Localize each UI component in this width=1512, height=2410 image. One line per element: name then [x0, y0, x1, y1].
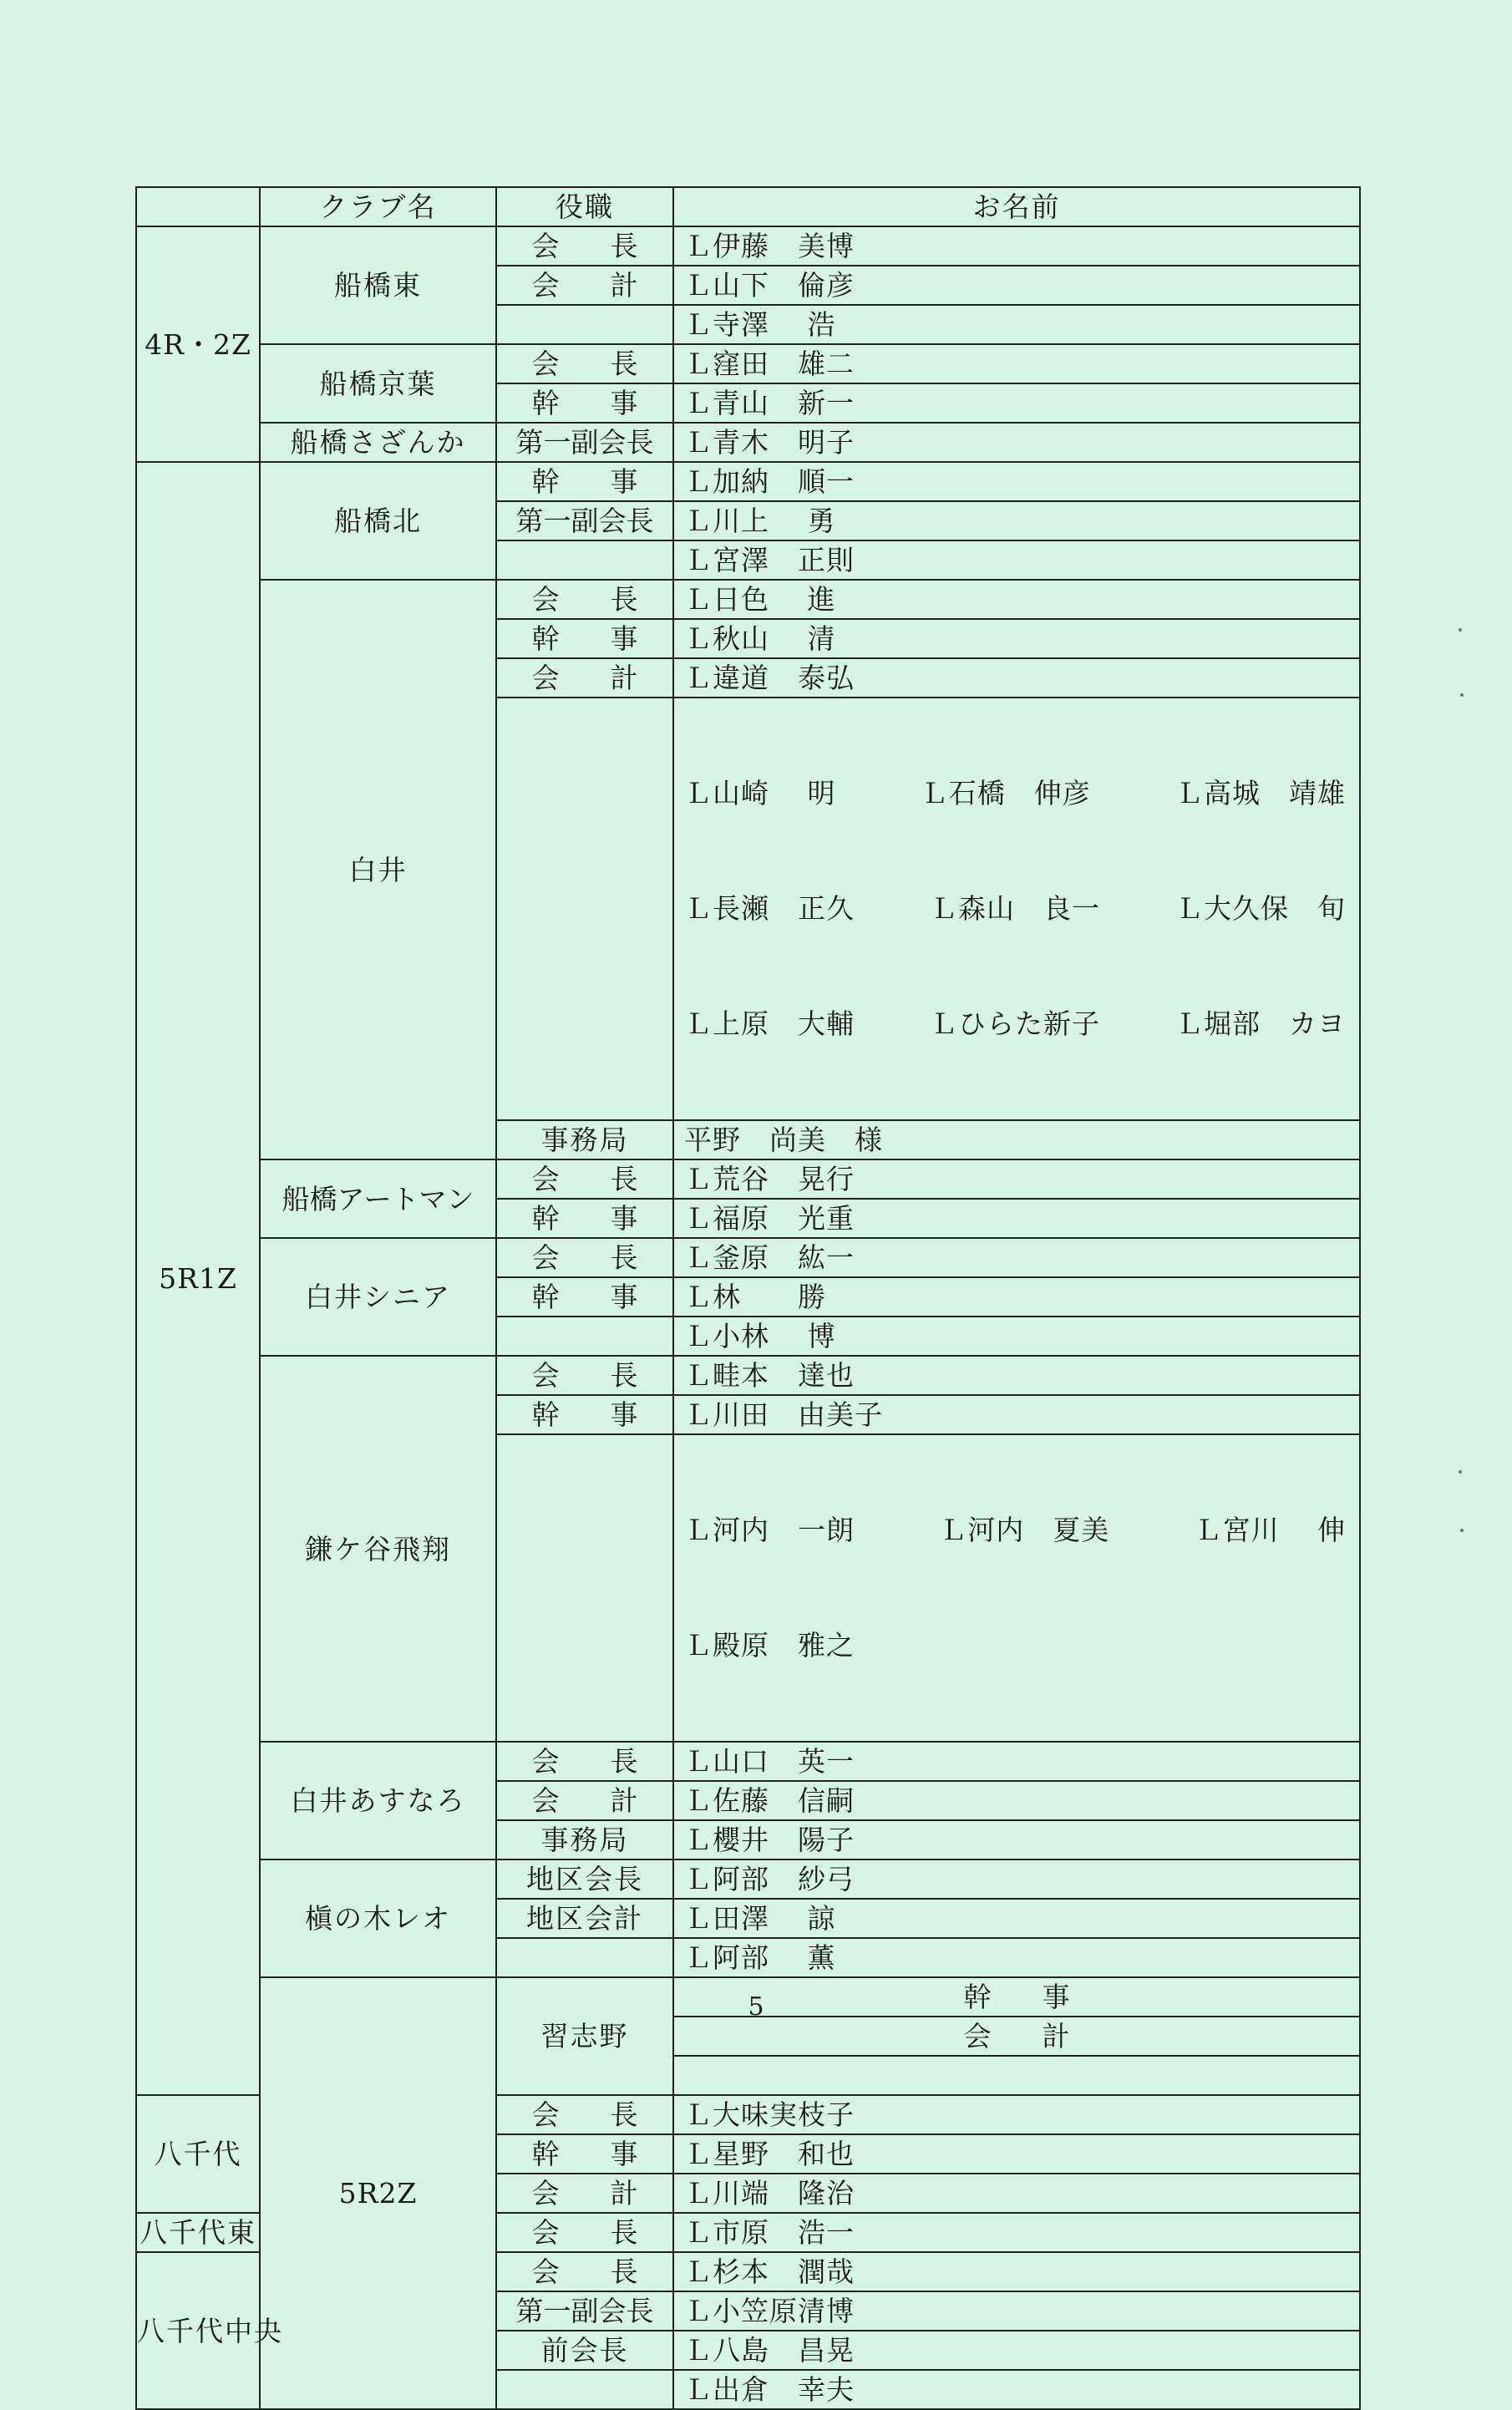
member-name: Ｌ上原 大輔: [684, 1007, 855, 1040]
role-cell: 会 長: [496, 580, 673, 619]
member-name-row: [684, 889, 1346, 929]
role-cell: [496, 1317, 673, 1356]
zone-cell: 5R1Z: [136, 462, 260, 2095]
role-cell: 事務局: [496, 1820, 673, 1860]
role-cell: 会 長: [496, 1238, 673, 1277]
role-cell: 会 計: [496, 266, 673, 305]
page-number: 5: [748, 1992, 764, 2022]
role-cell: 会 長: [496, 2252, 673, 2291]
role-cell: 幹 事: [496, 1277, 673, 1317]
role-cell: [496, 698, 673, 1120]
club-name: 習志野: [496, 1977, 673, 2095]
member-name: Ｌ八島 昌晃: [673, 2331, 1360, 2370]
role-cell: 事務局: [496, 1120, 673, 1159]
table-row: [136, 1356, 1360, 1395]
role-cell: 幹 事: [496, 1199, 673, 1238]
club-name: 白井: [260, 580, 496, 1159]
role-cell: 幹 事: [496, 619, 673, 658]
member-name: Ｌ阿部 紗弓: [673, 1860, 1360, 1899]
member-name: Ｌ寺澤 浩: [673, 305, 1360, 344]
role-cell: 第一副会長: [496, 2291, 673, 2331]
club-name: 八千代東: [136, 2213, 260, 2252]
role-cell: 会 長: [496, 344, 673, 383]
table-row: [136, 462, 1360, 501]
role-cell: 会 計: [496, 2174, 673, 2213]
member-name: Ｌ長瀬 正久: [684, 892, 855, 925]
member-name: Ｌ殿原 雅之: [684, 1629, 855, 1662]
club-name: 船橋京葉: [260, 344, 496, 423]
role-cell: 会 長: [496, 1159, 673, 1199]
role-cell: 第一副会長: [496, 423, 673, 462]
member-name: Ｌ川田 由美子: [673, 1395, 1360, 1434]
member-name: Ｌ日色 進: [673, 580, 1360, 619]
scan-speck: [1460, 693, 1464, 697]
member-name: 平野 尚美 様: [673, 1120, 1360, 1159]
member-name: Ｌ秋山 清: [673, 619, 1360, 658]
member-name-row: [684, 774, 1346, 814]
role-header: 役職: [496, 187, 673, 226]
club-name: 船橋北: [260, 462, 496, 580]
club-name: 槇の木レオ: [260, 1860, 496, 1977]
member-name: Ｌ高城 靖雄: [1175, 777, 1346, 809]
member-name-row: [684, 1510, 1346, 1550]
role-cell: [496, 1434, 673, 1742]
member-name-row: [684, 1626, 1346, 1666]
member-name: Ｌ山口 英一: [673, 1742, 1360, 1781]
zone-cell: 5R2Z: [260, 1977, 496, 2409]
name-header: お名前: [673, 187, 1360, 226]
table-row: [136, 226, 1360, 266]
member-name: Ｌ青山 新一: [673, 383, 1360, 423]
member-name: Ｌ宮澤 正則: [673, 540, 1360, 580]
member-name: Ｌ大味実枝子: [673, 2095, 1360, 2134]
member-name: Ｌ荒谷 晃行: [673, 1159, 1360, 1199]
role-cell: [496, 540, 673, 580]
member-name: Ｌ伊藤 美博: [673, 226, 1360, 266]
member-name: Ｌ川端 隆治: [673, 2174, 1360, 2213]
table-row: [136, 344, 1360, 383]
member-name: Ｌ釜原 紘一: [673, 1238, 1360, 1277]
role-cell: [673, 2056, 1360, 2095]
role-cell: [496, 305, 673, 344]
member-name: Ｌ川上 勇: [673, 501, 1360, 540]
table-row: [136, 423, 1360, 462]
role-cell: 会 長: [496, 1356, 673, 1395]
role-cell: [496, 1938, 673, 1977]
member-name: Ｌ青木 明子: [673, 423, 1360, 462]
role-cell: 会 長: [496, 226, 673, 266]
member-name: Ｌ森山 良一: [930, 892, 1100, 925]
table-row: [136, 1742, 1360, 1781]
member-name-row: [684, 1004, 1346, 1044]
club-name: 八千代: [136, 2095, 260, 2213]
member-name: Ｌ小笠原清博: [673, 2291, 1360, 2331]
member-name: Ｌ加納 順一: [673, 462, 1360, 501]
member-name: Ｌひらた新子: [930, 1007, 1100, 1040]
club-name: 船橋さざんか: [260, 423, 496, 462]
table-header-row: [136, 187, 1360, 226]
role-cell: 会 長: [496, 2213, 673, 2252]
member-name: Ｌ山下 倫彦: [673, 266, 1360, 305]
scan-speck: [1459, 1470, 1462, 1474]
member-name: Ｌ田澤 諒: [673, 1899, 1360, 1938]
member-name: Ｌ宮川 伸: [1194, 1514, 1346, 1546]
member-name: Ｌ石橋 伸彦: [920, 777, 1091, 809]
role-cell: 会 計: [673, 2017, 1360, 2056]
club-header: クラブ名: [260, 187, 496, 226]
member-name: Ｌ大久保 旬: [1175, 892, 1346, 925]
member-name: Ｌ河内 一朗: [684, 1514, 855, 1546]
member-name: Ｌ林 勝: [673, 1277, 1360, 1317]
table-row: [136, 1159, 1360, 1199]
role-cell: 会 計: [496, 658, 673, 698]
role-cell: 幹 事: [496, 1395, 673, 1434]
club-name: 船橋アートマン: [260, 1159, 496, 1238]
member-name: Ｌ杉本 潤哉: [673, 2252, 1360, 2291]
member-name: Ｌ福原 光重: [673, 1199, 1360, 1238]
role-cell: 地区会計: [496, 1899, 673, 1938]
role-cell: 第一副会長: [496, 501, 673, 540]
member-name: Ｌ佐藤 信嗣: [673, 1781, 1360, 1820]
role-cell: [496, 2370, 673, 2409]
member-name: Ｌ小林 博: [673, 1317, 1360, 1356]
member-name: Ｌ星野 和也: [673, 2134, 1360, 2174]
member-name-list: [673, 1434, 1360, 1742]
member-name: Ｌ山崎 明: [684, 777, 836, 809]
role-cell: 前会長: [496, 2331, 673, 2370]
role-cell: 幹 事: [496, 462, 673, 501]
role-cell: 幹 事: [496, 2134, 673, 2174]
club-name: 白井あすなろ: [260, 1742, 496, 1860]
role-cell: 地区会長: [496, 1860, 673, 1899]
member-name-list: [673, 698, 1360, 1120]
member-name: Ｌ窪田 雄二: [673, 344, 1360, 383]
member-name: Ｌ畦本 達也: [673, 1356, 1360, 1395]
member-name: Ｌ市原 浩一: [673, 2213, 1360, 2252]
role-cell: 会 長: [496, 2095, 673, 2134]
role-cell: 会 計: [496, 1781, 673, 1820]
zone-cell: 4R・2Z: [136, 226, 260, 462]
role-cell: 幹 事: [496, 383, 673, 423]
table-row: [136, 1860, 1360, 1899]
member-name: Ｌ河内 夏美: [939, 1514, 1110, 1546]
member-name: Ｌ堀部 カヨ: [1175, 1007, 1346, 1040]
member-name: Ｌ違道 泰弘: [673, 658, 1360, 698]
club-name: 船橋東: [260, 226, 496, 344]
member-name: Ｌ櫻井 陽子: [673, 1820, 1360, 1860]
table-row: [136, 1238, 1360, 1277]
club-name: 白井シニア: [260, 1238, 496, 1356]
member-name: Ｌ阿部 薫: [673, 1938, 1360, 1977]
table-row: [136, 580, 1360, 619]
scan-speck: [1460, 1529, 1464, 1532]
club-name: 八千代中央: [136, 2252, 260, 2409]
member-name: Ｌ出倉 幸夫: [673, 2370, 1360, 2409]
zone-header: [136, 187, 260, 226]
role-cell: 幹 事: [673, 1977, 1360, 2017]
roster-table: [135, 186, 1361, 2410]
role-cell: 会 長: [496, 1742, 673, 1781]
scan-speck: [1459, 628, 1462, 632]
club-name: 鎌ケ谷飛翔: [260, 1356, 496, 1742]
